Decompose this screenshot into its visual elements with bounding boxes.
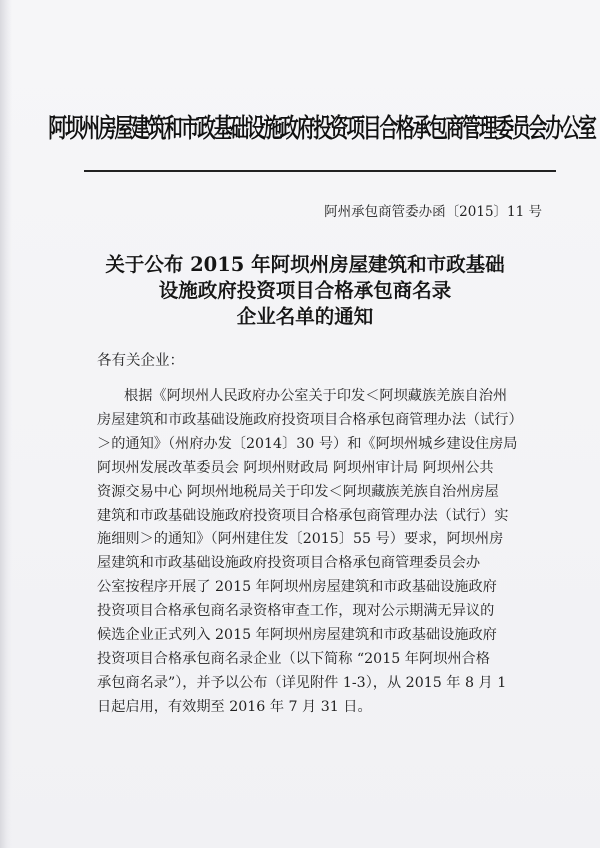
body-line: 投资项目合格承包商名录企业（以下简称 “2015 年阿坝州合格 [97, 650, 490, 667]
title-line: 企业名单的通知 [236, 305, 374, 328]
body-line: 阿坝州发展改革委员会 阿坝州财政局 阿坝州审计局 阿坝州公共 [97, 459, 494, 476]
body-line: 承包商名录”），并予以公布（详见附件 1-3），从 2015 年 8 月 1 [97, 674, 507, 691]
body-line: 候选企业正式列入 2015 年阿坝州房屋建筑和市政基础设施政府 [97, 627, 497, 644]
header-divider [84, 170, 556, 172]
body-line: 施细则＞的通知》（阿州建住发〔2015〕55 号）要求，阿坝州房 [97, 531, 504, 548]
body-line: 根据《阿坝州人民政府办公室关于印发＜阿坝藏族羌族自治州 [124, 388, 508, 404]
header-text: 阿坝州房屋建筑和市政基础设施政府投资项目合格承包商管理委员会办公室 [47, 113, 595, 144]
body-line: 资源交易中心 阿坝州地税局关于印发＜阿坝藏族羌族自治州房屋 [97, 483, 499, 500]
salutation: 各有关企业： [97, 353, 184, 369]
scan-edge-shadow [0, 0, 12, 848]
body-line: 日起启用，有效期至 2016 年 7 月 31 日。 [97, 698, 372, 715]
document-number: 阿州承包商管委办函〔2015〕11 号 [324, 204, 542, 220]
body-line: 投资项目合格承包商名录资格审查工作，现对公示期满无异议的 [97, 603, 495, 620]
body-text [97, 385, 552, 720]
title-line: 关于公布 2015 年阿坝州房屋建筑和市政基础 [105, 253, 505, 276]
body-line: 屋建筑和市政基础设施政府投资项目合格承包商管理委员会办 [97, 555, 481, 572]
body-line: 建筑和市政基础设施政府投资项目合格承包商管理办法（试行）实 [97, 507, 509, 524]
body-line: 房屋建筑和市政基础设施政府投资项目合格承包商管理办法（试行） [97, 411, 523, 428]
title-line: 设施政府投资项目合格承包商名录 [158, 279, 452, 302]
issuing-office-header [47, 103, 595, 149]
body-line: ＞的通知》（州府办发〔2014〕30 号）和《阿坝州城乡建设住房局 [97, 435, 518, 452]
body-line: 公室按程序开展了 2015 年阿坝州房屋建筑和市政基础设施政府 [97, 579, 497, 596]
document-title [70, 252, 540, 330]
